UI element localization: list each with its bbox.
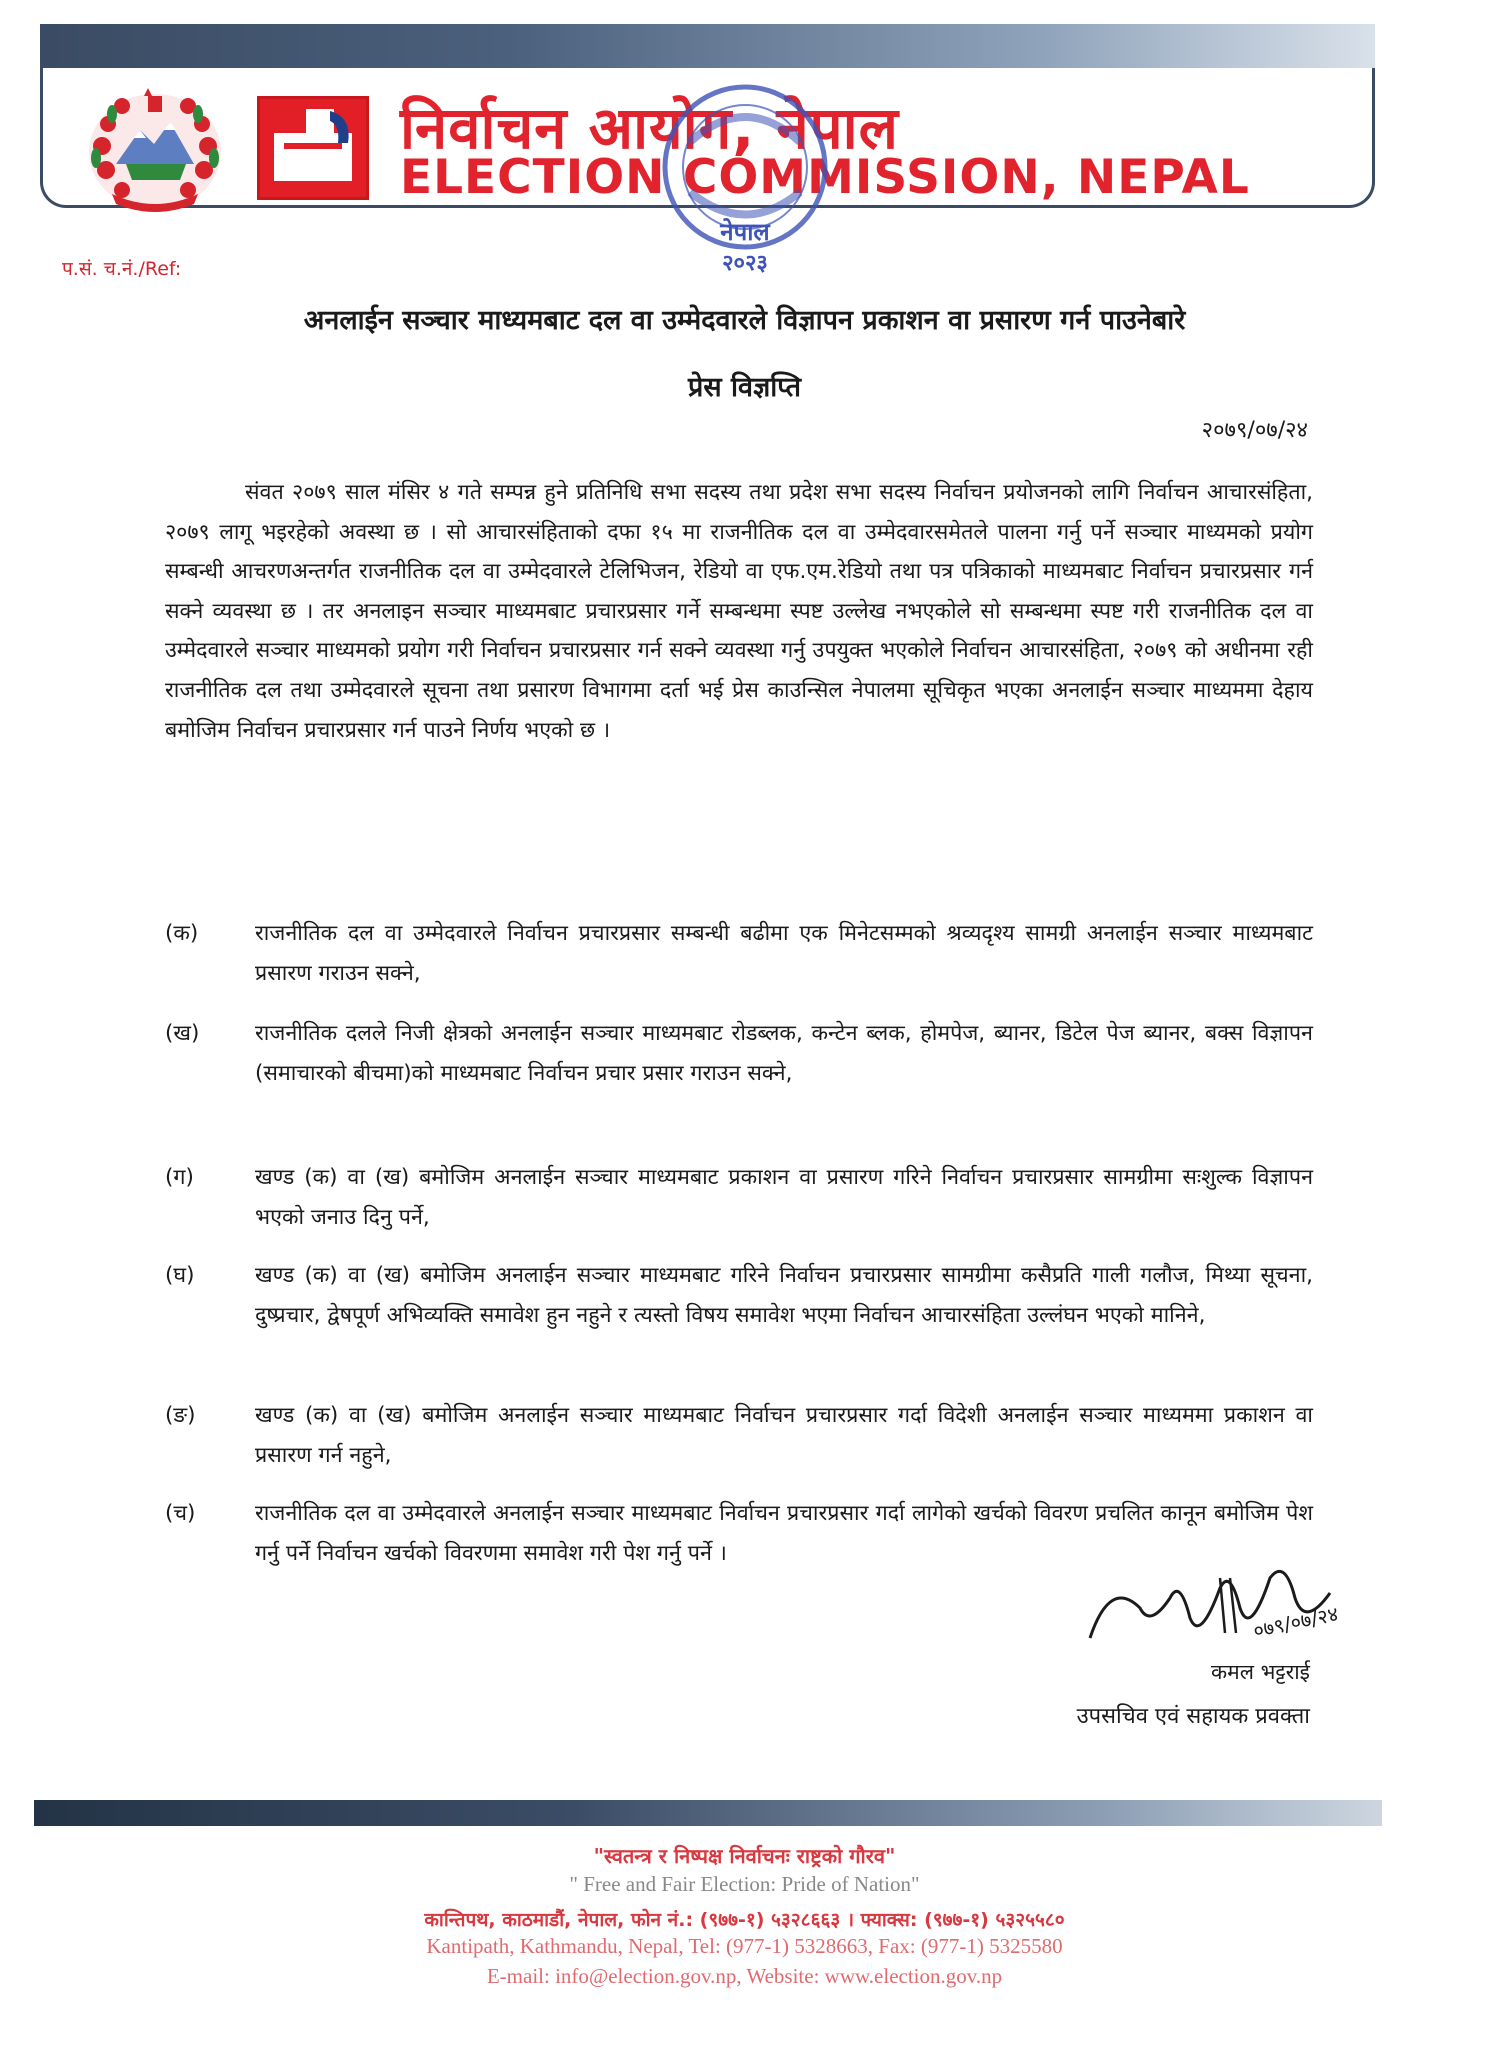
list-item-text: राजनीतिक दल वा उम्मेदवारले अनलाईन सञ्चार माध्यमबाट निर्वाचन प्रचारप्रसार गर्दा लागेको खर्चको विवरण प्रचलित कानून बमोजिम पेश गर्नु पर्ने निर्वाचन खर्चको विवरणमा समावेश गरी पेश गर्नु पर्ने ।	[255, 1501, 1313, 1566]
list-item-text: राजनीतिक दल वा उम्मेदवारले निर्वाचन प्रचारप्रसार सम्बन्धी बढीमा एक मिनेटसम्मको श्रव्यदृश्य सामग्री अनलाईन सञ्चार माध्यमबाट प्रसारण गराउन सक्ने,	[255, 921, 1313, 986]
footer-contact: E-mail: info@election.gov.np, Website: www.election.gov.np	[486, 1964, 1003, 1988]
list-item-mark: (घ)	[165, 1263, 195, 1288]
body-text: संवत २०७९ साल मंसिर ४ गते सम्पन्न हुने प्रतिनिधि सभा सदस्य तथा प्रदेश सभा सदस्य निर्वाचन प्रयोजनको लागि निर्वाचन आचारसंहिता, २०७९ लागू भइरहेको अवस्था छ । सो आचारसंहिताको दफा १५ मा राजनीतिक दल वा उम्मेदवारसमेतले पालना गर्नु पर्ने सञ्चार माध्यमको प्रयोग सम्बन्धी आचरणअन्तर्गत राजनीतिक दल वा उम्मेदवारले टेलिभिजन, रेडियो वा एफ.एम.रेडियो तथा पत्र पत्रिकाको माध्यमबाट निर्वाचन प्रचारप्रसार गर्न सक्ने व्यवस्था छ । तर अनलाइन सञ्चार माध्यमबाट प्रचारप्रसार गर्ने सम्बन्धमा स्पष्ट उल्लेख नभएकोले सो सम्बन्धमा स्पष्ट गरी राजनीतिक दल वा उम्मेदवारले सञ्चार माध्यमको प्रयोग गरी निर्वाचन प्रचारप्रसार गर्न सक्ने व्यवस्था गर्नु उपयुक्त भएकोले निर्वाचन आचारसंहिता, २०७९ को अधीनमा रही राजनीतिक दल तथा उम्मेदवारले सूचना तथा प्रसारण विभागमा दर्ता भई प्रेस काउन्सिल नेपालमा सूचिकृत भएका अनलाईन सञ्चार माध्यममा देहाय बमोजिम निर्वाचन प्रचारप्रसार गर्न पाउने निर्णय भएको छ ।	[165, 480, 1313, 743]
seal-year: २०२३	[722, 251, 768, 276]
list-item-mark: (च)	[165, 1501, 196, 1526]
list-item-text: खण्ड (क) वा (ख) बमोजिम अनलाईन सञ्चार माध्यमबाट निर्वाचन प्रचारप्रसार गर्दा विदेशी अनलाईन सञ्चार माध्यममा प्रकाशन वा प्रसारण गर्न नहुने,	[255, 1403, 1313, 1468]
list-item-text: खण्ड (क) वा (ख) बमोजिम अनलाईन सञ्चार माध्यमबाट गरिने निर्वाचन प्रचारप्रसार सामग्रीमा कसैप्रति गाली गलौज, मिथ्या सूचना, दुष्प्रचार, द्वेषपूर्ण अभिव्यक्ति समावेश हुन नहुने र त्यस्तो विषय समावेश भएमा निर्वाचन आचारसंहिता उल्लंघन भएको मानिने,	[255, 1263, 1313, 1328]
notice-subject: अनलाईन सञ्चार माध्यमबाट दल वा उम्मेदवारले विज्ञापन प्रकाशन वा प्रसारण गर्न पाउनेबारे	[303, 305, 1186, 336]
nepal-emblem-icon	[82, 86, 228, 216]
list-item-mark: (ङ)	[165, 1403, 196, 1428]
signature-date: ०७९/०७/२४	[1251, 1601, 1341, 1643]
commission-title-english: ELECTION COMMISSION, NEPAL	[400, 150, 1250, 205]
notice-date: २०७९/०७/२४	[1201, 418, 1308, 443]
reference-label: प.सं. च.नं./Ref:	[62, 258, 182, 280]
signer-title: उपसचिव एवं सहायक प्रवक्ता	[1076, 1704, 1310, 1729]
list-item-text: खण्ड (क) वा (ख) बमोजिम अनलाईन सञ्चार माध्यमबाट प्रकाशन वा प्रसारण गरिने निर्वाचन प्रचारप्रसार सामग्रीमा सःशुल्क विज्ञापन भएको जनाउ दिनु पर्ने,	[255, 1165, 1313, 1230]
footer-address-nepali: कान्तिपथ, काठमाडौं, नेपाल, फोन नं.: (९७७-१) ५३२८६६३ । फ्याक्स: (९७७-१) ५३२५५८०	[424, 1909, 1065, 1931]
press-release-title: प्रेस विज्ञप्ति	[687, 372, 802, 403]
ballot-box-logo-icon	[257, 96, 369, 200]
list-item-text: राजनीतिक दलले निजी क्षेत्रको अनलाईन सञ्चार माध्यमबाट रोडब्लक, कन्टेन ब्लक, होमपेज, ब्यानर, डिटेल पेज ब्यानर, बक्स विज्ञापन (समाचारको बीचमा)को माध्यमबाट निर्वाचन प्रचार प्रसार गराउन सक्ने,	[255, 1021, 1313, 1086]
body-paragraph	[165, 473, 1313, 750]
official-seal-stamp	[650, 72, 840, 282]
list-item-mark: (ख)	[165, 1021, 200, 1046]
seal-text: नेपाल	[720, 218, 770, 246]
footer-slogan-nepali: "स्वतन्त्र र निष्पक्ष निर्वाचनः राष्ट्रको गौरव"	[593, 1844, 896, 1868]
handwritten-signature	[1080, 1548, 1380, 1658]
footer-slogan-english: " Free and Fair Election: Pride of Nation"	[569, 1872, 920, 1896]
signer-name: कमल भट्टराई	[1211, 1660, 1310, 1684]
commission-title-nepali: निर्वाचन आयोग, नेपाल	[400, 94, 899, 162]
header-top-bar	[40, 24, 1375, 68]
footer-address-english: Kantipath, Kathmandu, Nepal, Tel: (977-1) 5328663, Fax: (977-1) 5325580	[426, 1934, 1063, 1958]
list-item-mark: (ग)	[165, 1165, 194, 1190]
footer-bar	[34, 1800, 1382, 1826]
list-item-mark: (क)	[165, 921, 199, 946]
